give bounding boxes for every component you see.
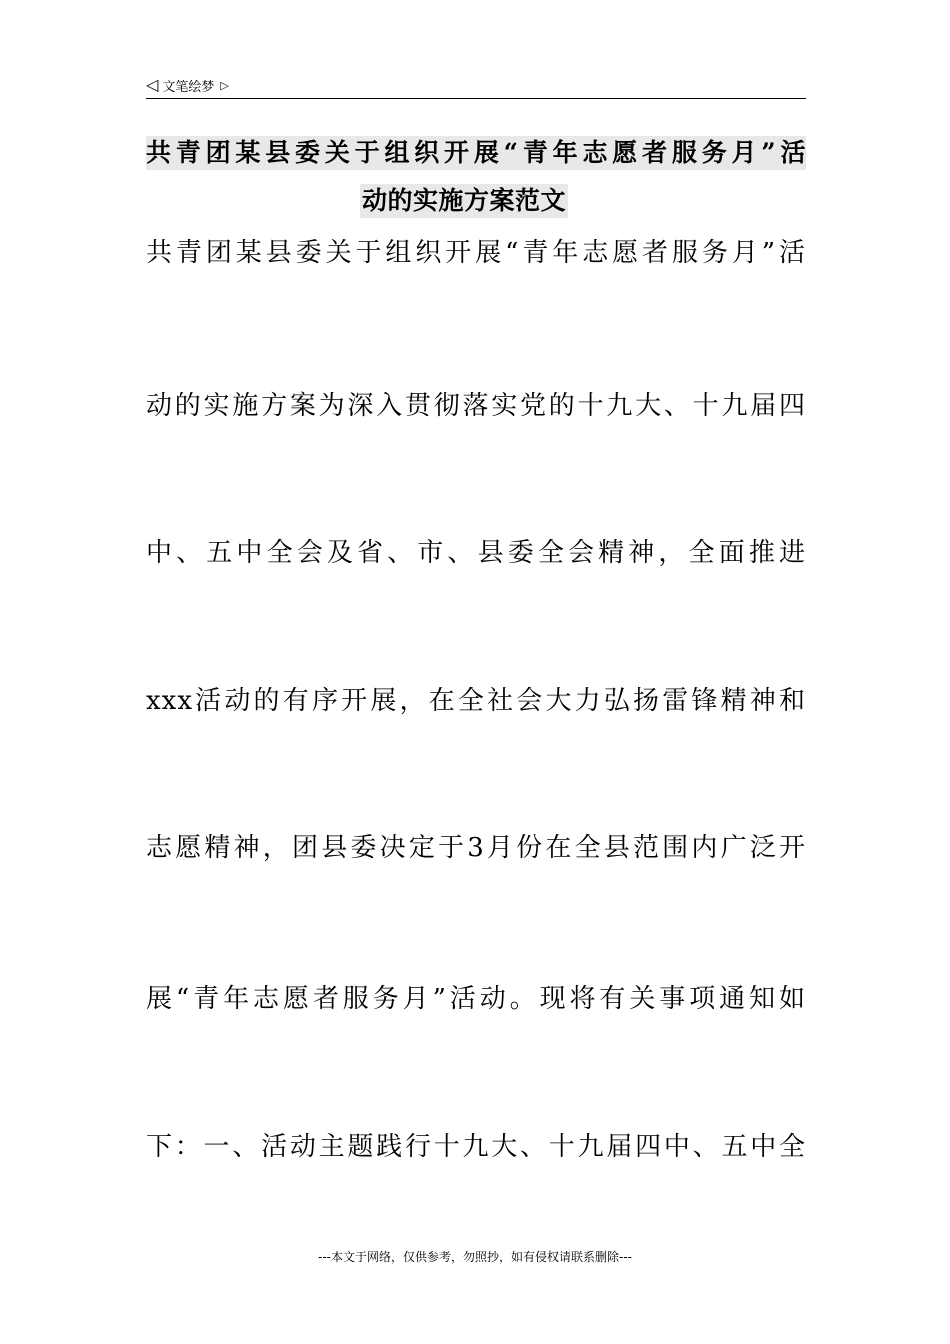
body-text-line: 下：一、活动主题践行十九大、十九届四中、五中全: [146, 1132, 806, 1162]
body-text-line: 动的实施方案为深入贯彻落实党的十九大、十九届四: [146, 391, 806, 421]
body-text-line: 中、五中全会及省、市、县委全会精神，全面推进: [146, 538, 806, 568]
document-title-line-2: 动的实施方案范文: [360, 184, 568, 218]
header-divider: [146, 98, 806, 99]
document-footer-disclaimer: ---本文于网络，仅供参考，勿照抄，如有侵权请联系删除---: [318, 1250, 632, 1264]
triangle-right-icon: ▷: [220, 78, 229, 92]
document-header: [146, 74, 806, 96]
body-text-line: xxx活动的有序开展，在全社会大力弘扬雷锋精神和: [146, 686, 806, 716]
body-text-line: 展“青年志愿者服务月”活动。现将有关事项通知如: [146, 984, 806, 1014]
body-text-line: 志愿精神，团县委决定于3月份在全县范围内广泛开: [146, 833, 806, 863]
document-title-line-1: 共青团某县委关于组织开展“青年志愿者服务月”活: [146, 136, 806, 170]
header-brand-text: 文笔绘梦: [162, 79, 215, 95]
triangle-left-icon: ◁: [146, 75, 159, 94]
body-text-line: 共青团某县委关于组织开展“青年志愿者服务月”活: [146, 238, 806, 268]
